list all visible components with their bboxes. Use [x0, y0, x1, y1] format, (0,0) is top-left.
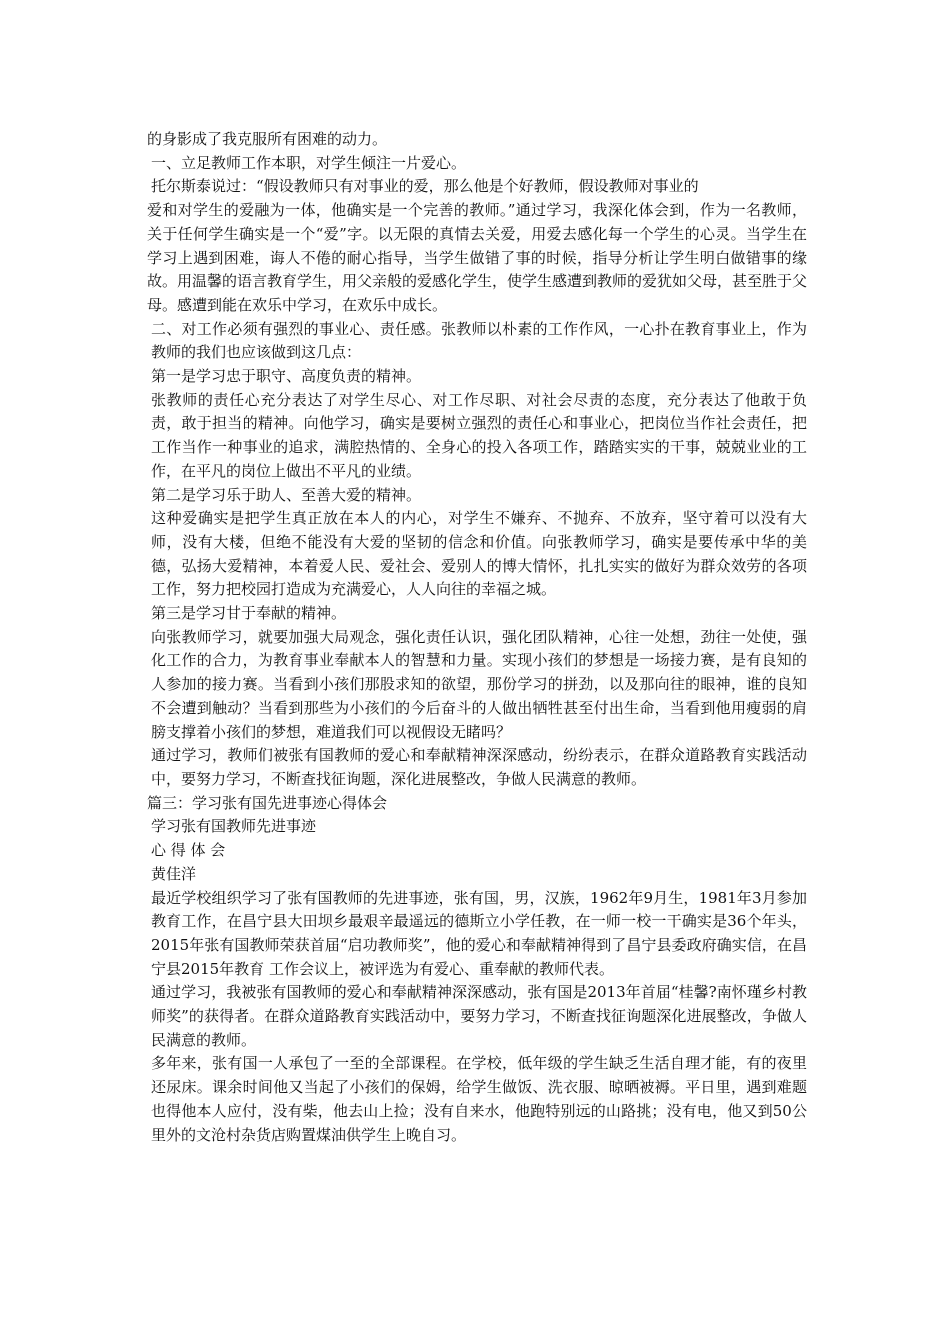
paragraph: 通过学习，教师们被张有国教师的爱心和奉献精神深深感动，纷纷表示，在群众道路教育实践活动中，要努力学习，不断查找征询题，深化进展整改，争做人民满意的教师。: [151, 746, 807, 788]
paragraph: 爱和对学生的爱融为一体，他确实是一个完善的教师。”通过学习，我深化体会到，作为一名教师，关于任何学生确实是一个“爱”字。以无限的真情去关爱，用爱去感化每一个学生的心灵。当学生在学习上遇到困难，诲人不倦的耐心指导，当学生做错了事的时候，指导分析让学生明白做错事的缘故。用温馨的语言教育学生，用父亲般的爱感化学生，使学生感遭到教师的爱犹如父母，甚至胜于父母。感遭到能在欢乐中学习，在欢乐中成长。: [147, 201, 808, 314]
section-heading: 篇三：学习张有国先进事迹心得体会: [147, 793, 388, 812]
paragraph: 第一是学习忠于职守、高度负责的精神。: [151, 367, 422, 386]
paragraph: 托尔斯泰说过：“假设教师只有对事业的爱，那么他是个好教师，假设教师对事业的: [151, 177, 699, 196]
paragraph: 第三是学习甘于奉献的精神。: [151, 604, 347, 623]
article-subtitle: 心 得 体 会: [151, 841, 226, 860]
author-name: 黄佳洋: [151, 864, 197, 883]
paragraph: 的身影成了我克服所有困难的动力。: [147, 130, 388, 148]
document-body: [147, 128, 807, 1147]
paragraph: 这种爱确实是把学生真正放在本人的内心，对学生不嫌弃、不抛弃、不放弃，坚守着可以没有大师，没有大楼，但绝不能没有大爱的坚韧的信念和价值。向张教师学习，确实是要传承中华的美德，弘扬大爱精神，本着爱人民、爱社会、爱别人的博大情怀，扎扎实实的做好为群众效劳的各项工作，努力把校园打造成为充满爱心，人人向往的幸福之城。: [151, 509, 807, 599]
paragraph: 一、立足教师工作本职，对学生倾注一片爱心。: [151, 153, 467, 172]
paragraph: 最近学校组织学习了张有国教师的先进事迹，张有国，男，汉族，1962年9月生，1981年3月参加教育工作，在昌宁县大田坝乡最艰辛最遥远的德斯立小学任教，在一师一校一干确实是36个年头，2015年张有国教师荣获首届“启功教师奖”，他的爱心和奉献精神得到了昌宁县委政府确实信，在昌宁县2015年教育 工作会议上，被评选为有爱心、重奉献的教师代表。: [151, 888, 807, 978]
paragraph: 第二是学习乐于助人、至善大爱的精神。: [151, 485, 422, 504]
article-title: 学习张有国教师先进事迹: [151, 817, 317, 836]
paragraph: 二、对工作必须有强烈的事业心、责任感。张教师以朴素的工作作风，一心扑在教育事业上，作为教师的我们也应该做到这几点：: [151, 319, 807, 362]
paragraph: 通过学习，我被张有国教师的爱心和奉献精神深深感动，张有国是2013年首届“桂馨?南怀瑾乡村教师奖”的获得者。在群众道路教育实践活动中，要努力学习，不断查找征询题深化进展整改，争做人民满意的教师。: [151, 983, 807, 1049]
paragraph: 向张教师学习，就要加强大局观念，强化责任认识，强化团队精神，心往一处想，劲往一处使，强化工作的合力，为教育事业奉献本人的智慧和力量。实现小孩们的梦想是一场接力赛，是有良知的人参加的接力赛。当看到小孩们那股求知的欲望，那份学习的拼劲，以及那向往的眼神，谁的良知不会遭到触动？当看到那些为小孩们的今后奋斗的人做出牺牲甚至付出生命，当看到他用瘦弱的肩膀支撑着小孩们的梦想，难道我们可以视假设无睹吗？: [151, 627, 807, 741]
paragraph: 张教师的责任心充分表达了对学生尽心、对工作尽职、对社会尽责的态度，充分表达了他敢于负责，敢于担当的精神。向他学习，确实是要树立强烈的责任心和事业心，把岗位当作社会责任，把工作当作一种事业的追求，满腔热情的、全身心的投入各项工作，踏踏实实的干事，兢兢业业的工作，在平凡的岗位上做出不平凡的业绩。: [151, 390, 807, 480]
paragraph: 多年来，张有国一人承包了一至的全部课程。在学校，低年级的学生缺乏生活自理才能，有的夜里还尿床。课余时间他又当起了小孩们的保姆，给学生做饭、洗衣服、晾晒被褥。平日里，遇到难题也得他本人应付，没有柴，他去山上捡；没有自来水，他跑特别远的山路挑；没有电，他又到50公里外的文沧村杂货店购置煤油供学生上晚自习。: [151, 1054, 807, 1144]
